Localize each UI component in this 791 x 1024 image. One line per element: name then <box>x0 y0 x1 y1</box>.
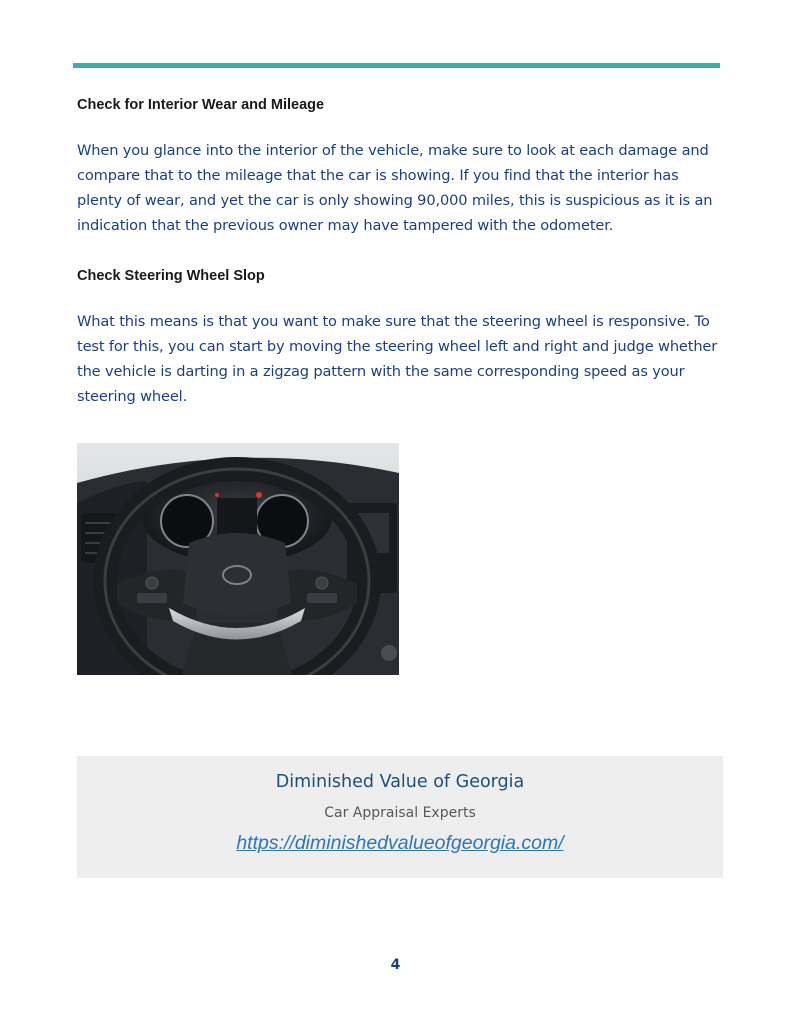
section-body-interior-wear: When you glance into the interior of the vehicle, make sure to look at each damage and compare that to the mileage that the car is showing. If you find that the interior has plenty of wear, and yet the car is only showing 90,000 miles, this is suspicious as it is an indication that the previous owner may have tampered with the odometer. <box>77 142 713 234</box>
section-heading-interior-wear: Check for Interior Wear and Mileage <box>77 97 325 113</box>
header-rule <box>73 63 720 68</box>
page-number: 4 <box>390 957 401 973</box>
steering-wheel-photo <box>77 443 399 675</box>
section-heading-steering-slop: Check Steering Wheel Slop <box>77 268 265 284</box>
steering-wheel-illustration <box>77 443 399 675</box>
footer-banner <box>77 756 723 878</box>
section-body-steering-slop: What this means is that you want to make sure that the steering wheel is responsive. To test for this, you can start by moving the steering wheel left and right and judge whether the vehicle is darting in a zigzag pattern with the same corresponding speed as your steering wheel. <box>77 313 718 405</box>
footer-tagline: Car Appraisal Experts <box>324 805 476 821</box>
footer-company-name: Diminished Value of Georgia <box>275 772 525 792</box>
footer-website-link[interactable]: https://diminishedvalueofgeorgia.com/ <box>236 832 564 854</box>
